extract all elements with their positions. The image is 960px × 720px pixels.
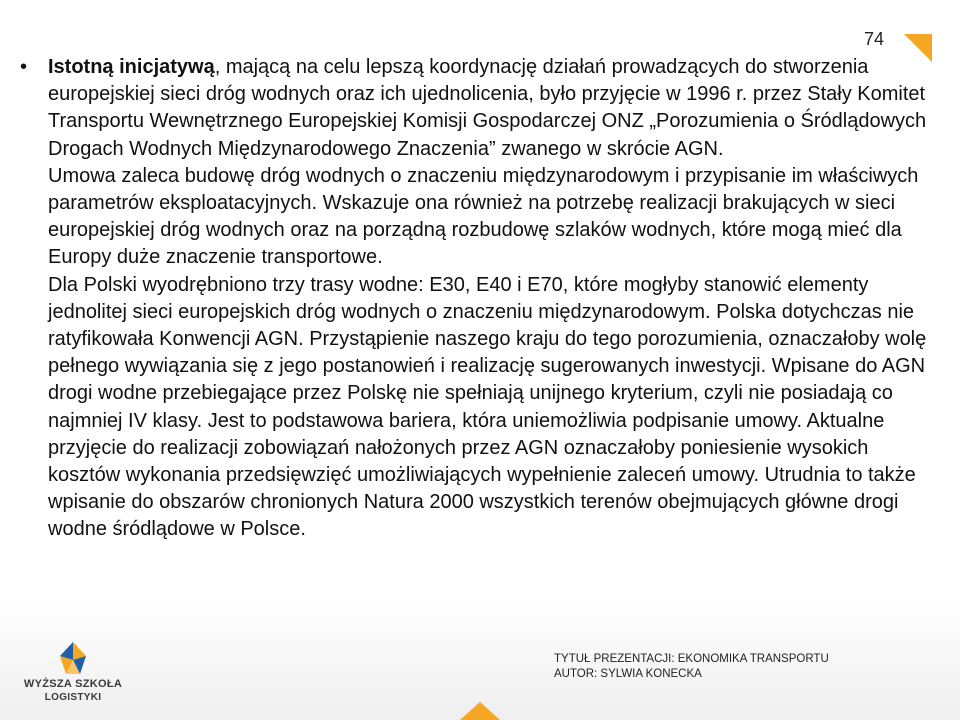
author-line: AUTOR: SYLWIA KONECKA <box>554 668 702 680</box>
slide-body <box>14 54 944 544</box>
paragraph-intro <box>48 54 944 163</box>
footer-meta <box>554 652 829 682</box>
logo-text-line2: LOGISTYKI <box>44 692 102 703</box>
page-number: 74 <box>864 29 885 49</box>
logo-mark-icon <box>46 640 100 678</box>
bold-intro-text: Istotną inicjatywą <box>48 56 215 78</box>
bullet-content <box>48 54 944 544</box>
paragraph-poland: Dla Polski wyodrębniono trzy trasy wodne: E30, E40 i E70, które mogłyby stanowić elementy jednolitej sieci europejskich dróg wodnych o znaczeniu międzynarodowym. Polska dotychczas nie ratyfikowała Konwencji AGN. Przystąpienie naszego kraju do tego porozumienia, oznaczałoby wolę pełnego wywiązania się z jego postanowień i realizację sugerowanych inwestycji. Wpisane do AGN drogi wodne przebiegające przez Polskę nie spełniają unijnego kryterium, czyli nie posiadają co najmniej IV klasy. Jest to podstawowa bariera, która uniemożliwia podpisanie umowy. Aktualne przyjęcie do realizacji zobowiązań nałożonych przez AGN oznaczałoby poniesienie wysokich kosztów wykonania przedsięwzięć umożliwiających wypełnienie zaleceń umowy. Utrudnia to także wpisanie do obszarów chronionych Natura 2000 wszystkich terenów obejmujących główne drogi wodne śródlądowe w Polsce. <box>48 273 927 541</box>
bottom-triangle-decoration <box>460 702 500 720</box>
paragraph-intro-rest: , mającą na celu lepszą koordynację działań prowadzących do stworzenia europejskiej sieci dróg wodnych oraz ich ujednolicenia, było przyjęcie w 1996 r. przez Stały Komitet Transportu Wewnętrznego Europejskiej Komisji Gospodarczej ONZ „Porozumienia o Śródlądowych Drogach Wodnych Międzynarodowego Znaczenia” zwanego w skrócie AGN. <box>48 56 927 160</box>
paragraph-agreement: Umowa zaleca budowę dróg wodnych o znaczeniu międzynarodowym i przypisanie im właściwych parametrów eksploatacyjnych. Wskazuje ona również na potrzebę realizacji brakujących w sieci europejskiej dróg wodnych oraz na porządną rozbudowę szlaków wodnych, które mogą mieć dla Europy duże znaczenie transportowe. <box>48 164 919 269</box>
bullet-item <box>14 54 944 544</box>
logo-text-line1: WYŻSZA SZKOŁA <box>23 678 123 690</box>
school-logo <box>14 640 132 710</box>
bullet-marker: • <box>20 56 28 78</box>
presentation-title: TYTUŁ PREZENTACJI: EKONOMIKA TRANSPORTU <box>554 653 829 665</box>
